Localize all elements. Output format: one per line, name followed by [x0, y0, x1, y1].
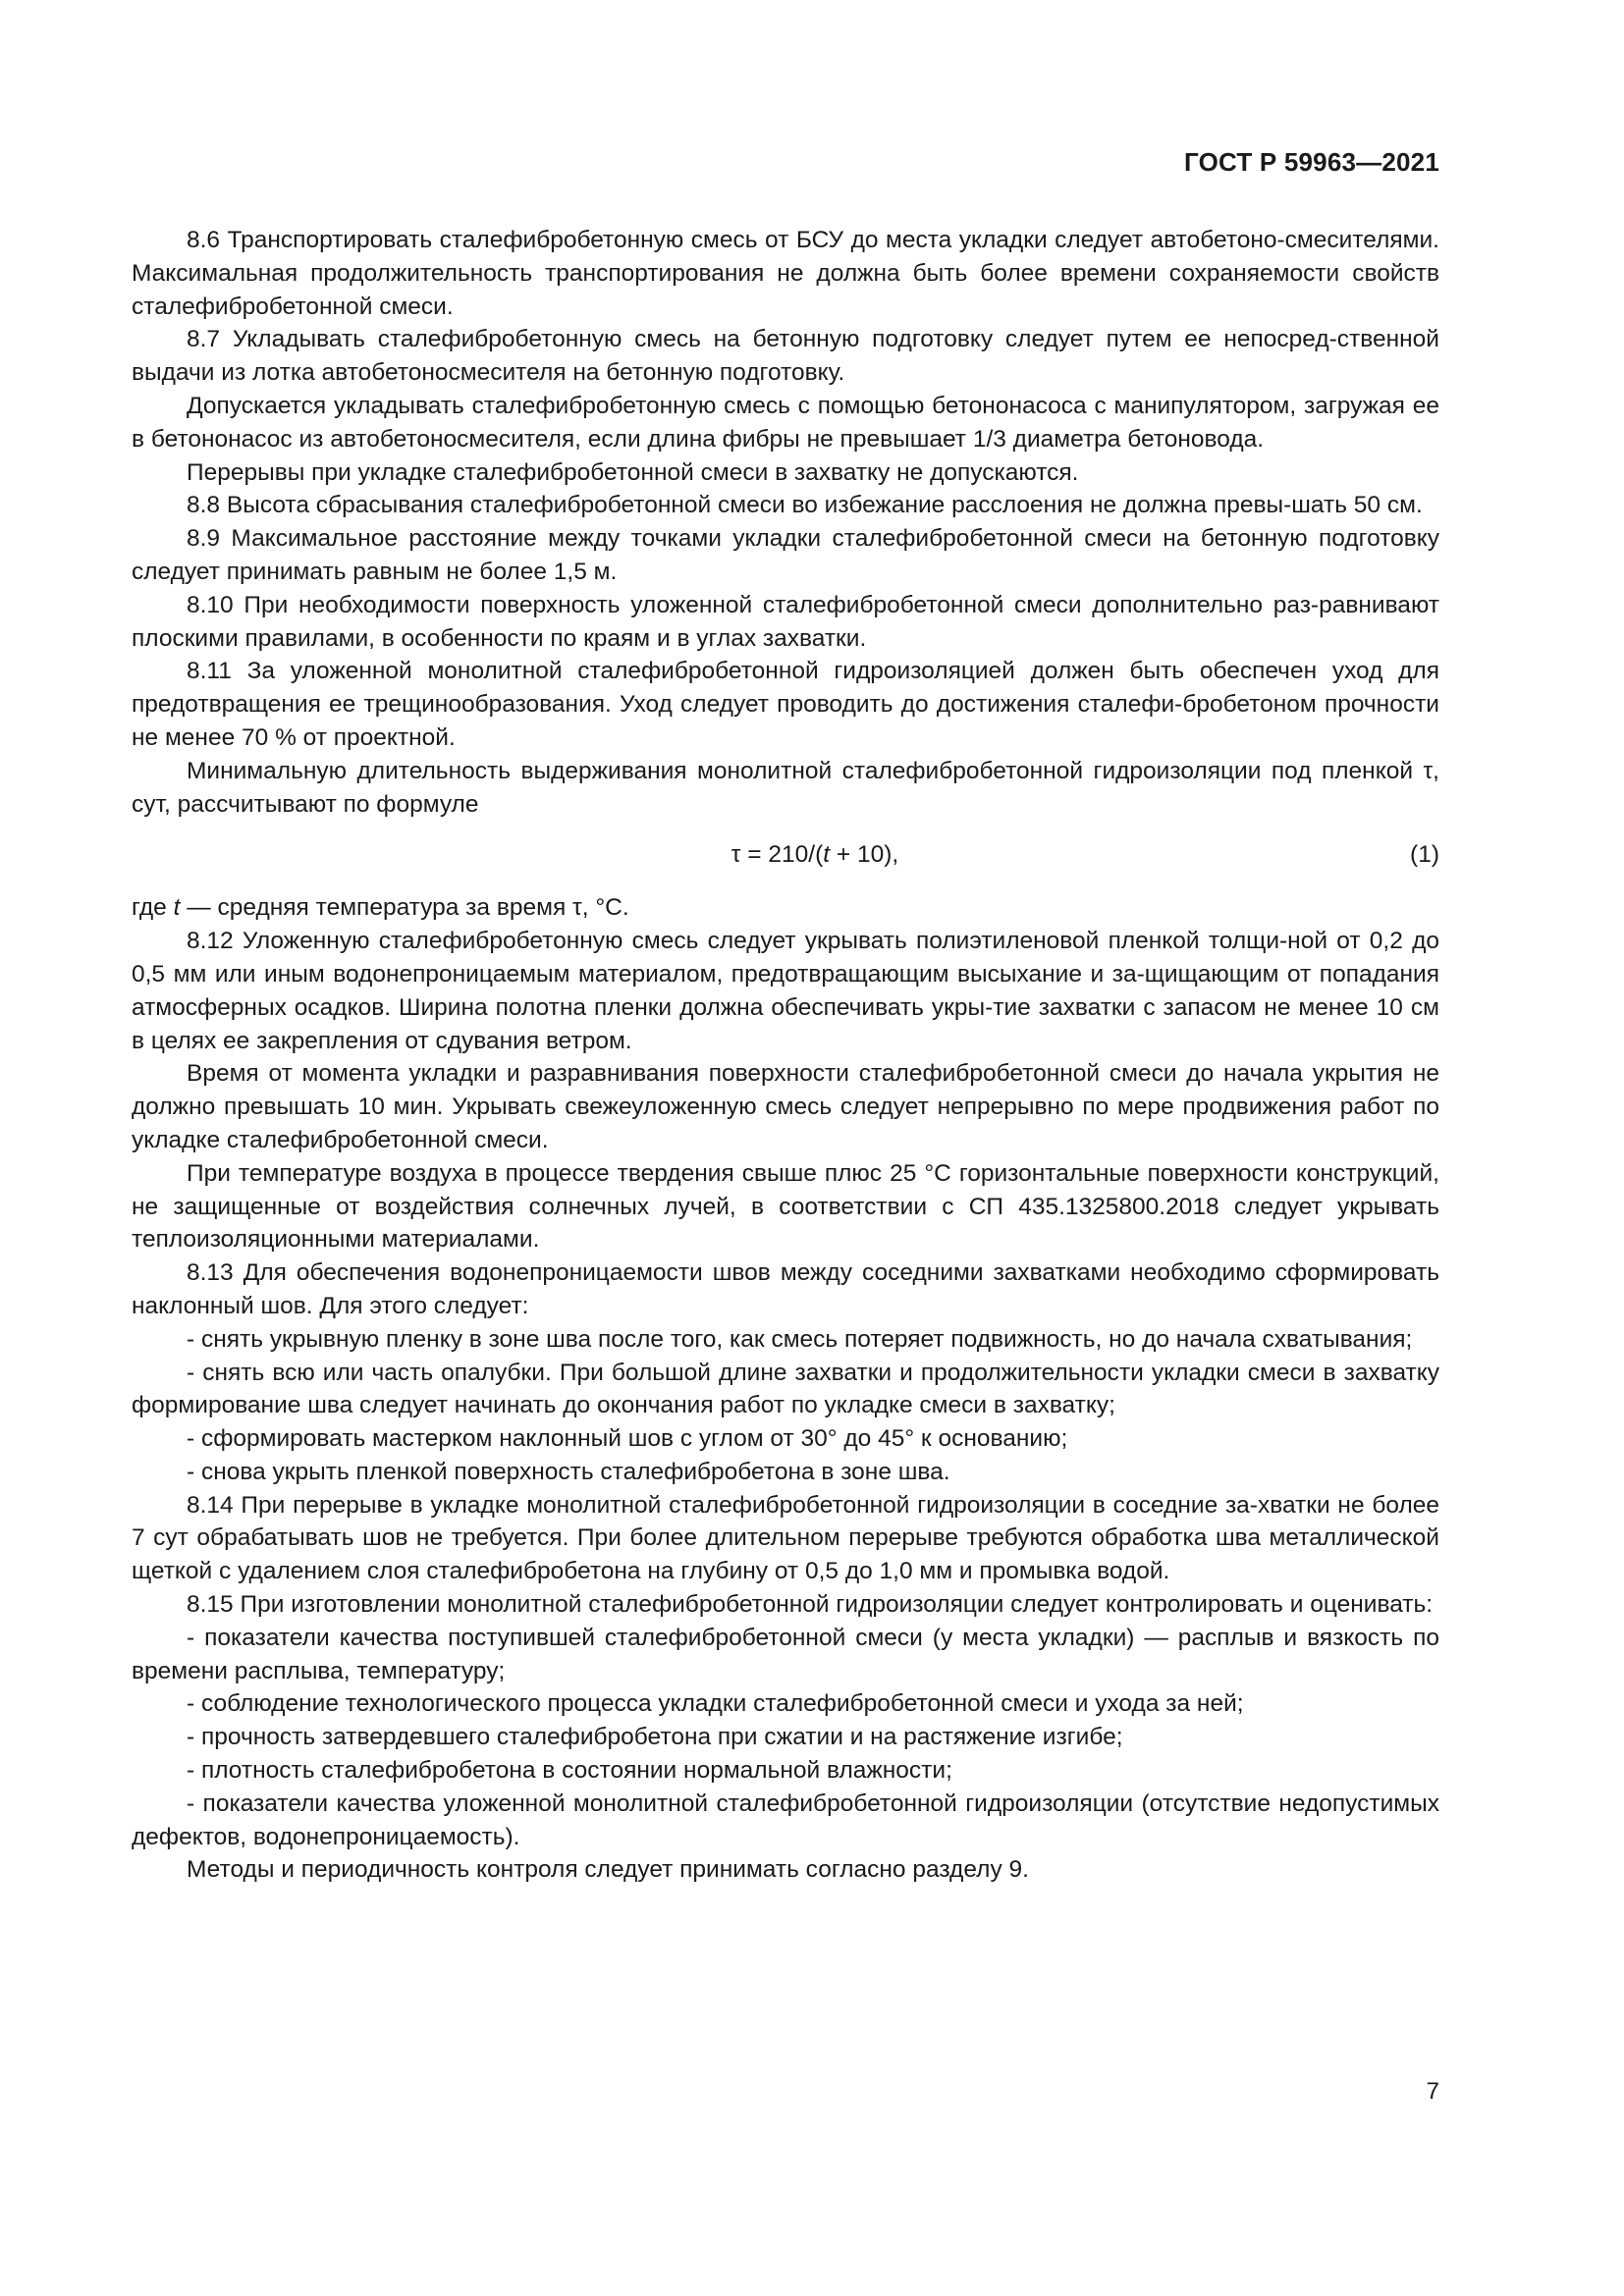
- paragraph: Методы и периодичность контроля следует принимать согласно разделу 9.: [187, 1856, 1029, 1884]
- paragraph: 8.13 Для обеспечения водонепроницаемости швов между соседними захватками необходимо сформировать наклонный шов. Для этого следует:: [132, 1259, 1439, 1319]
- formula-expression: [132, 838, 1439, 872]
- standard-code-header: ГОСТ Р 59963—2021: [1184, 147, 1439, 177]
- list-item: - плотность сталефибробетона в состоянии нормальной влажности;: [187, 1757, 952, 1785]
- formula-number: (1): [1410, 841, 1439, 869]
- paragraph: 8.15 При изготовлении монолитной сталефибробетонной гидроизоляции следует контролировать и оценивать:: [187, 1591, 1434, 1619]
- paragraph: 8.14 При перерыве в укладке монолитной сталефибробетонной гидроизоляции в соседние за-хватки не более 7 сут обрабатывать шов не требуется. При более длительном перерыве требуются обработка шва металлической щеткой с удалением слоя сталефибробетона на глубину от 0,5 до 1,0 мм и промывка водой.: [132, 1491, 1439, 1585]
- list-item: - показатели качества поступившей сталефибробетонной смеси (у места укладки) — расплыв и вязкость по времени расплыва, температуру;: [132, 1624, 1439, 1684]
- paragraph: 8.7 Укладывать сталефибробетонную смесь на бетонную подготовку следует путем ее непосред-ственной выдачи из лотка автобетоносмесителя на бетонную подготовку.: [132, 326, 1439, 387]
- where-line: [132, 891, 1439, 925]
- formula-block: [132, 825, 1439, 887]
- formula-variable: t: [823, 841, 831, 869]
- paragraph: 8.8 Высота сбрасывания сталефибробетонной смеси во избежание расслоения не должна превы-шать 50 см.: [187, 492, 1423, 519]
- list-item: - показатели качества уложенной монолитной сталефибробетонной гидроизоляции (отсутствие недопустимых дефектов, водонепроницаемость).: [132, 1789, 1439, 1850]
- paragraph: 8.11 За уложенной монолитной сталефибробетонной гидроизоляцией должен быть обеспечен уход для предотвращения ее трещинообразования. Уход следует проводить до достижения сталефи-бробетоном прочности не менее 70 % от проектной.: [132, 658, 1439, 751]
- list-item: - снять укрывную пленку в зоне шва после того, как смесь потеряет подвижность, но до начала схватывания;: [187, 1325, 1413, 1353]
- document-body: [132, 224, 1439, 1887]
- paragraph: При температуре воздуха в процессе твердения свыше плюс 25 °С горизонтальные поверхности конструкций, не защищенные от воздействия солнечных лучей, в соответствии с СП 435.1325800.2018 следует укрывать теплоизоляционными материалами.: [132, 1159, 1439, 1254]
- formula-lhs: τ = 210/(: [731, 841, 824, 869]
- list-item: - соблюдение технологического процесса укладки сталефибробетонной смеси и ухода за ней;: [187, 1690, 1244, 1718]
- paragraph: 8.12 Уложенную сталефибробетонную смесь следует укрывать полиэтиленовой пленкой толщи-ной от 0,2 до 0,5 мм или иным водонепроницаемым материалом, предотвращающим высыхание и за-щищающим от попадания атмосферных осадков. Ширина полотна пленки должна обеспечивать укры-тие захватки с запасом не менее 10 см в целях ее закрепления от сдувания ветром.: [132, 928, 1439, 1054]
- list-item: - сформировать мастерком наклонный шов с углом от 30° до 45° к основанию;: [187, 1425, 1068, 1453]
- list-item: - снять всю или часть опалубки. При большой длине захватки и продолжительности укладки смеси в захватку формирование шва следует начинать до окончания работ по укладке смеси в захватку;: [132, 1359, 1439, 1419]
- where-variable: t: [173, 894, 181, 922]
- paragraph: Допускается укладывать сталефибробетонную смесь с помощью бетононасоса с манипулятором, загружая ее в бетононасос из автобетоносмесителя, если длина фибры не превышает 1/3 диаметра бетоновода.: [132, 392, 1439, 453]
- list-item: - снова укрыть пленкой поверхность сталефибробетона в зоне шва.: [187, 1458, 950, 1485]
- paragraph: 8.6 Транспортировать сталефибробетонную смесь от БСУ до места укладки следует автобетоно-смесителями. Максимальная продолжительность транспортирования не должна быть более времени сохраняемости свойств сталефибробетонной смеси.: [132, 227, 1439, 320]
- where-prefix: где: [132, 894, 174, 922]
- formula-rhs: + 10),: [830, 841, 899, 869]
- paragraph: Время от момента укладки и разравнивания поверхности сталефибробетонной смеси до начала укрытия не должно превышать 10 мин. Укрывать свежеуложенную смесь следует непрерывно по мере продвижения работ по укладке сталефибробетонной смеси.: [132, 1060, 1439, 1153]
- where-text: — средняя температура за время τ, °С.: [180, 894, 629, 922]
- page-number: 7: [1426, 2078, 1439, 2105]
- list-item: - прочность затвердевшего сталефибробетона при сжатии и на растяжение изгибе;: [187, 1724, 1123, 1751]
- paragraph: 8.10 При необходимости поверхность уложенной сталефибробетонной смеси дополнительно раз-равнивают плоскими правилами, в особенности по краям и в углах захватки.: [132, 591, 1439, 652]
- paragraph: Минимальную длительность выдерживания монолитной сталефибробетонной гидроизоляции под пленкой τ, сут, рассчитывают по формуле: [132, 757, 1439, 818]
- paragraph: 8.9 Максимальное расстояние между точками укладки сталефибробетонной смеси на бетонную подготовку следует принимать равным не более 1,5 м.: [132, 525, 1439, 585]
- paragraph: Перерывы при укладке сталефибробетонной смеси в захватку не допускаются.: [187, 458, 1079, 486]
